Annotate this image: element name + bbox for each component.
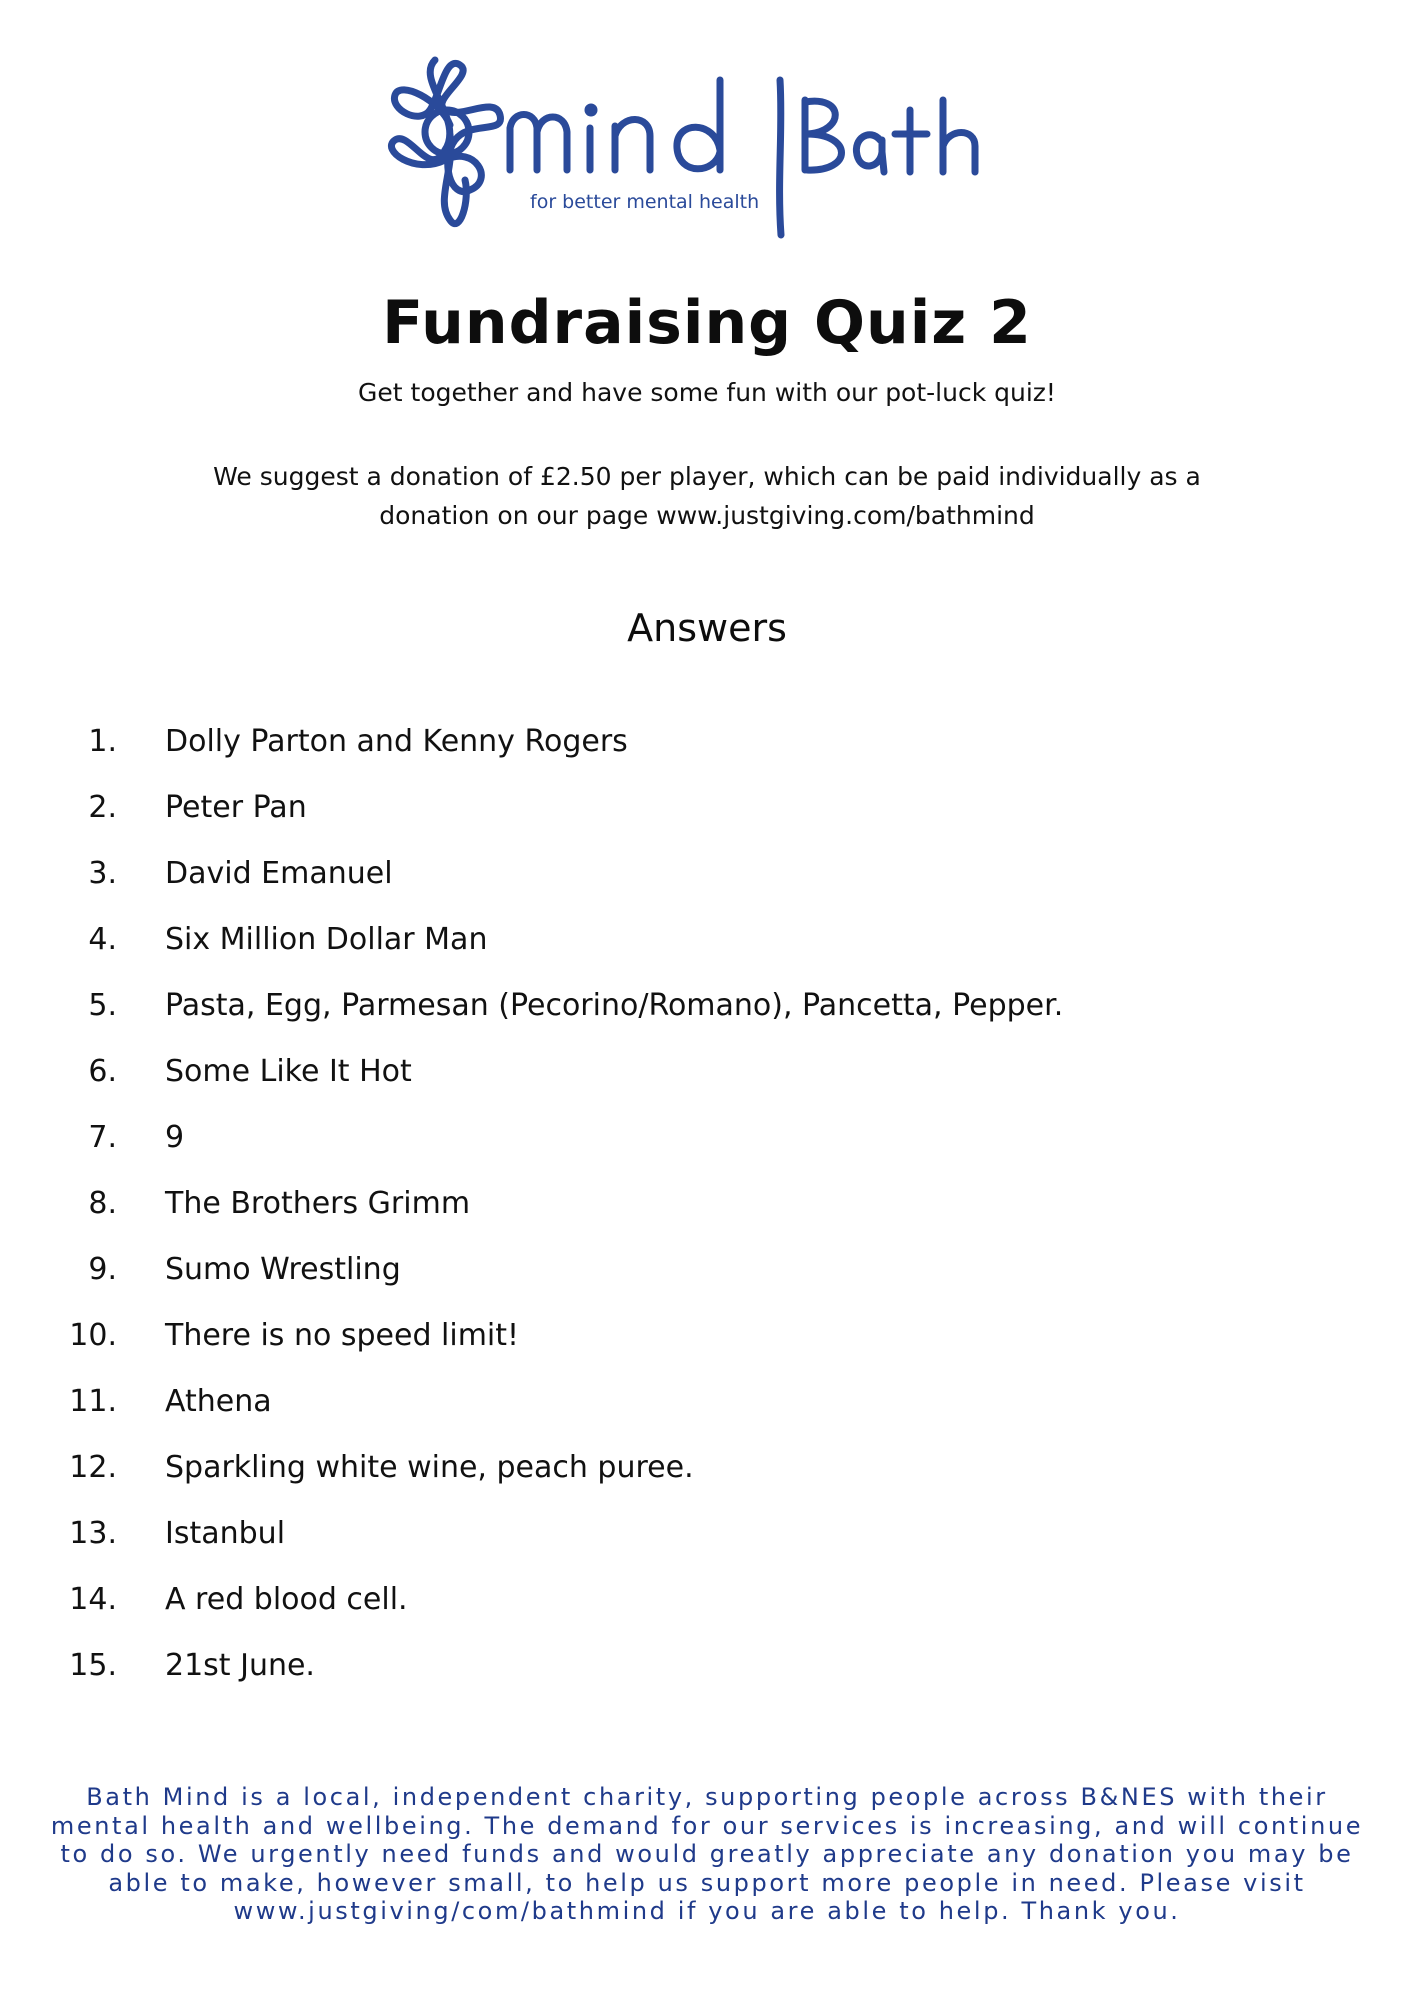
list-item [0, 1382, 1414, 1448]
list-item [0, 920, 1414, 986]
mind-bath-logo [375, 40, 1035, 240]
list-item [0, 1250, 1414, 1316]
answer-text: The Brothers Grimm [165, 1186, 471, 1221]
donation-suggestion: We suggest a donation of £2.50 per player, which can be paid individually as a donation on our page www.justgiving.com/bathmind [213, 462, 1201, 530]
answer-text: Pasta, Egg, Parmesan (Pecorino/Romano), Pancetta, Pepper. [165, 988, 1064, 1023]
answer-number: 3. [88, 856, 117, 891]
page-title: Fundraising Quiz 2 [382, 288, 1032, 358]
list-item [0, 1580, 1414, 1646]
answer-text: Dolly Parton and Kenny Rogers [165, 724, 628, 759]
list-item [0, 1184, 1414, 1250]
list-item [0, 788, 1414, 854]
answer-text: Sumo Wrestling [165, 1252, 401, 1287]
answer-text: Six Million Dollar Man [165, 922, 488, 957]
answer-text: Peter Pan [165, 790, 307, 825]
answer-text: A red blood cell. [165, 1582, 408, 1617]
list-item [0, 1118, 1414, 1184]
answer-text: Sparkling white wine, peach puree. [165, 1450, 694, 1485]
answer-number: 5. [88, 988, 117, 1023]
answer-number: 11. [69, 1384, 117, 1419]
answer-text: Istanbul [165, 1516, 286, 1551]
answer-text: 9 [165, 1120, 185, 1155]
answer-number: 14. [69, 1582, 117, 1617]
answer-number: 15. [69, 1648, 117, 1683]
logo-tagline: for better mental health [530, 191, 760, 213]
answer-number: 7. [88, 1120, 117, 1155]
list-item [0, 1052, 1414, 1118]
answer-text: There is no speed limit! [165, 1318, 520, 1353]
charity-footer: Bath Mind is a local, independent charity, supporting people across B&NES with their mental health and wellbeing. The demand for our services is increasing, and will continue to do so. We urgently need funds and would greatly appreciate any donation you may be able to make, however small, to help us support more people in need. Please visit www.justgiving/com/bathmind if you are able to help. Thank you. [50, 1783, 1364, 1925]
answer-number: 8. [88, 1186, 117, 1221]
list-item [0, 986, 1414, 1052]
answer-text: David Emanuel [165, 856, 393, 891]
answer-number: 4. [88, 922, 117, 957]
answer-number: 6. [88, 1054, 117, 1089]
answer-number: 2. [88, 790, 117, 825]
answers-heading: Answers [627, 606, 787, 650]
answer-number: 1. [88, 724, 117, 759]
answer-text: Some Like It Hot [165, 1054, 412, 1089]
list-item [0, 1646, 1414, 1712]
answer-number: 9. [88, 1252, 117, 1287]
answer-number: 12. [69, 1450, 117, 1485]
answer-text: Athena [165, 1384, 272, 1419]
answer-number: 10. [69, 1318, 117, 1353]
intro-text: Get together and have some fun with our pot-luck quiz! [358, 378, 1056, 407]
answer-number: 13. [69, 1516, 117, 1551]
answers-list [0, 722, 1414, 1712]
list-item [0, 722, 1414, 788]
list-item [0, 1316, 1414, 1382]
list-item [0, 854, 1414, 920]
answer-text: 21st June. [165, 1648, 315, 1683]
list-item [0, 1514, 1414, 1580]
list-item [0, 1448, 1414, 1514]
